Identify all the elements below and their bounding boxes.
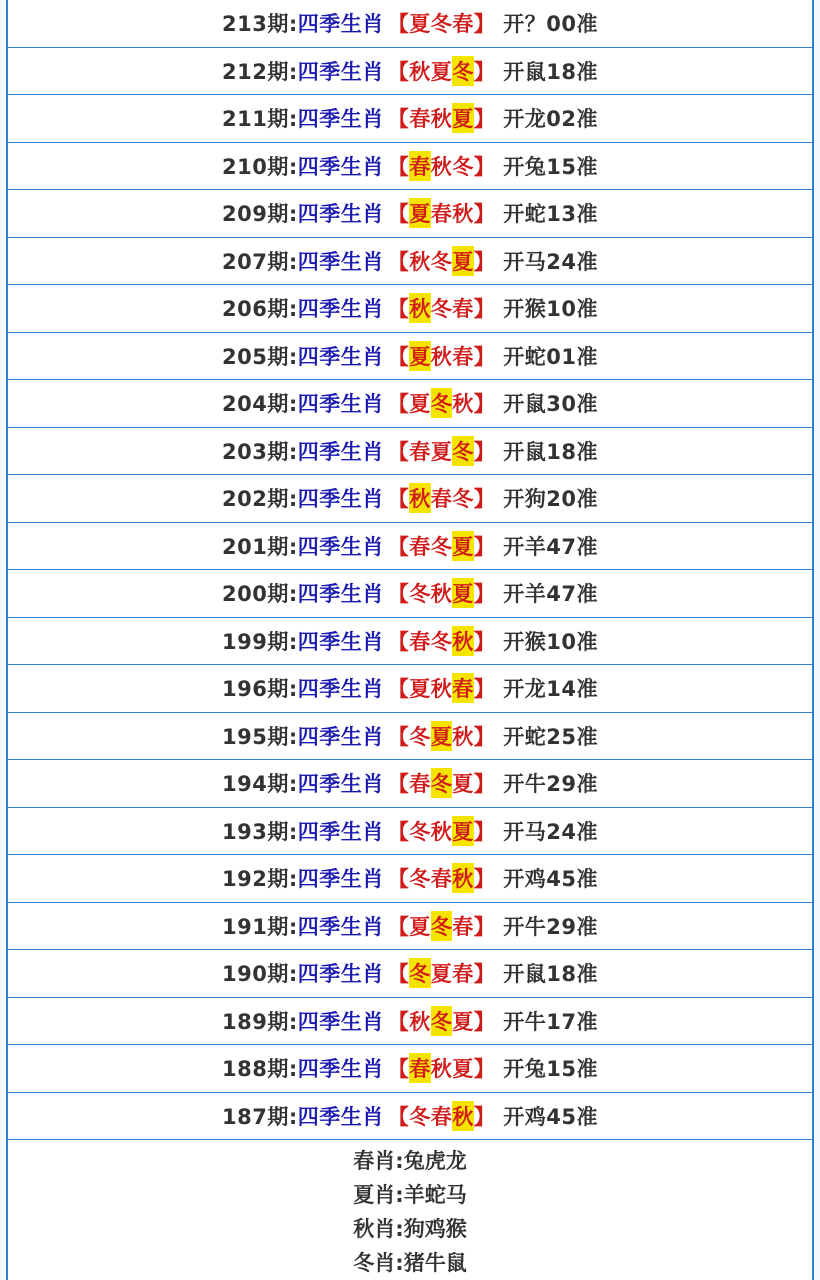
season-pick: 冬 — [430, 534, 453, 559]
legend-value: 羊蛇马 — [403, 1183, 467, 1207]
bracket-open: 【 — [387, 772, 410, 797]
bracket-close: 】 — [473, 677, 496, 702]
season-pick: 冬 — [430, 629, 453, 654]
season-pick: 秋 — [452, 392, 474, 417]
bracket-close: 】 — [473, 1009, 496, 1034]
prediction-row — [8, 380, 812, 428]
bracket-open: 【 — [387, 1104, 410, 1129]
season-pick-hit: 秋 — [409, 483, 431, 513]
issue-number: 207期: — [222, 249, 298, 274]
season-pick-hit: 夏 — [452, 578, 474, 608]
bracket-open: 【 — [387, 344, 410, 369]
prediction-label: 四季生肖 — [297, 12, 384, 37]
season-pick: 秋 — [409, 1009, 431, 1034]
season-pick-hit: 夏 — [452, 531, 474, 561]
bracket-open: 【 — [387, 12, 410, 37]
prediction-row — [8, 48, 812, 96]
bracket-open: 【 — [387, 154, 410, 179]
prediction-row — [8, 855, 812, 903]
bracket-close: 】 — [473, 59, 496, 84]
legend-line — [8, 1178, 812, 1212]
season-pick: 夏 — [409, 677, 431, 702]
season-pick: 夏 — [452, 1057, 474, 1082]
issue-number: 189期: — [222, 1009, 298, 1034]
bracket-open: 【 — [387, 297, 410, 322]
draw-result: 开鸡45准 — [503, 1104, 598, 1129]
prediction-label: 四季生肖 — [297, 154, 384, 179]
prediction-row — [8, 333, 812, 381]
legend-label: 夏肖: — [353, 1183, 404, 1207]
draw-result: 开鼠18准 — [503, 439, 598, 464]
bracket-open: 【 — [387, 392, 410, 417]
prediction-label: 四季生肖 — [297, 1009, 384, 1034]
bracket-close: 】 — [473, 487, 496, 512]
bracket-open: 【 — [387, 439, 410, 464]
draw-result: 开兔15准 — [503, 1057, 598, 1082]
draw-result: 开牛29准 — [503, 914, 598, 939]
prediction-label: 四季生肖 — [297, 677, 384, 702]
prediction-row — [8, 950, 812, 998]
issue-number: 200期: — [222, 582, 298, 607]
prediction-label: 四季生肖 — [297, 202, 384, 227]
season-pick-hit: 春 — [452, 673, 474, 703]
season-pick-hit: 冬 — [431, 768, 453, 798]
season-pick: 春 — [452, 297, 474, 322]
draw-result: 开兔15准 — [503, 154, 598, 179]
bracket-close: 】 — [473, 12, 496, 37]
season-pick-hit: 夏 — [452, 103, 474, 133]
season-pick: 春 — [430, 202, 453, 227]
season-pick: 春 — [452, 914, 474, 939]
bracket-open: 【 — [387, 1057, 410, 1082]
prediction-row — [8, 665, 812, 713]
season-pick: 夏 — [430, 59, 453, 84]
bracket-close: 】 — [473, 772, 496, 797]
prediction-row — [8, 760, 812, 808]
season-pick: 冬 — [430, 249, 453, 274]
bracket-close: 】 — [473, 344, 496, 369]
legend-value: 狗鸡猴 — [403, 1217, 467, 1241]
season-pick: 春 — [452, 12, 474, 37]
issue-number: 210期: — [222, 154, 298, 179]
legend-label: 春肖: — [353, 1149, 404, 1173]
legend-line — [8, 1144, 812, 1178]
prediction-label: 四季生肖 — [297, 867, 384, 892]
bracket-close: 】 — [473, 962, 496, 987]
issue-number: 204期: — [222, 392, 298, 417]
season-pick: 夏 — [409, 392, 431, 417]
prediction-row — [8, 428, 812, 476]
bracket-close: 】 — [473, 582, 496, 607]
issue-number: 203期: — [222, 439, 298, 464]
issue-number: 202期: — [222, 487, 298, 512]
prediction-row — [8, 1093, 812, 1141]
draw-result: 开？00准 — [503, 12, 598, 37]
issue-number: 196期: — [222, 677, 298, 702]
issue-number: 194期: — [222, 772, 298, 797]
prediction-label: 四季生肖 — [297, 249, 384, 274]
content-frame — [6, 0, 814, 1280]
prediction-row — [8, 808, 812, 856]
prediction-label: 四季生肖 — [297, 962, 384, 987]
draw-result: 开鼠18准 — [503, 962, 598, 987]
issue-number: 206期: — [222, 297, 298, 322]
season-pick-hit: 夏 — [452, 816, 474, 846]
prediction-row — [8, 285, 812, 333]
season-pick: 冬 — [409, 582, 431, 607]
season-pick-hit: 秋 — [452, 863, 474, 893]
bracket-close: 】 — [473, 107, 496, 132]
season-pick-hit: 冬 — [452, 436, 474, 466]
season-pick-hit: 冬 — [431, 1006, 453, 1036]
season-pick: 夏 — [430, 962, 453, 987]
draw-result: 开龙14准 — [503, 677, 598, 702]
bracket-close: 】 — [473, 202, 496, 227]
bracket-close: 】 — [473, 439, 496, 464]
season-pick: 夏 — [452, 1009, 474, 1034]
bracket-close: 】 — [473, 1104, 496, 1129]
bracket-close: 】 — [473, 724, 496, 749]
season-pick: 冬 — [430, 12, 453, 37]
legend-value: 兔虎龙 — [403, 1149, 467, 1173]
season-pick: 春 — [409, 534, 431, 559]
bracket-open: 【 — [387, 677, 410, 702]
legend-label: 秋肖: — [353, 1217, 404, 1241]
prediction-row — [8, 1045, 812, 1093]
season-pick: 秋 — [430, 1057, 453, 1082]
bracket-close: 】 — [473, 867, 496, 892]
season-pick: 秋 — [409, 59, 431, 84]
season-pick: 秋 — [430, 819, 453, 844]
season-legend — [8, 1140, 812, 1280]
season-pick: 冬 — [452, 154, 474, 179]
issue-number: 192期: — [222, 867, 298, 892]
bracket-open: 【 — [387, 202, 410, 227]
season-pick: 春 — [409, 107, 431, 132]
draw-result: 开蛇25准 — [503, 724, 598, 749]
draw-result: 开鼠30准 — [503, 392, 598, 417]
bracket-close: 】 — [473, 819, 496, 844]
draw-result: 开马24准 — [503, 819, 598, 844]
prediction-row — [8, 190, 812, 238]
prediction-row — [8, 95, 812, 143]
draw-result: 开牛29准 — [503, 772, 598, 797]
issue-number: 213期: — [222, 12, 298, 37]
season-pick: 秋 — [452, 724, 474, 749]
legend-line — [8, 1246, 812, 1280]
prediction-label: 四季生肖 — [297, 107, 384, 132]
prediction-label: 四季生肖 — [297, 1057, 384, 1082]
issue-number: 205期: — [222, 344, 298, 369]
season-pick-hit: 冬 — [409, 958, 431, 988]
draw-result: 开鼠18准 — [503, 59, 598, 84]
draw-result: 开龙02准 — [503, 107, 598, 132]
season-pick: 秋 — [430, 154, 453, 179]
season-pick: 春 — [409, 439, 431, 464]
season-pick-hit: 夏 — [409, 341, 431, 371]
bracket-close: 】 — [473, 629, 496, 654]
bracket-open: 【 — [387, 819, 410, 844]
season-pick: 春 — [430, 1104, 453, 1129]
issue-number: 193期: — [222, 819, 298, 844]
season-pick: 冬 — [452, 487, 474, 512]
season-pick: 春 — [430, 487, 453, 512]
bracket-close: 】 — [473, 297, 496, 322]
prediction-label: 四季生肖 — [297, 344, 384, 369]
bracket-open: 【 — [387, 867, 410, 892]
prediction-label: 四季生肖 — [297, 629, 384, 654]
bracket-close: 】 — [473, 392, 496, 417]
legend-label: 冬肖: — [353, 1251, 404, 1275]
prediction-label: 四季生肖 — [297, 772, 384, 797]
bracket-open: 【 — [387, 629, 410, 654]
bracket-open: 【 — [387, 962, 410, 987]
prediction-label: 四季生肖 — [297, 1104, 384, 1129]
prediction-label: 四季生肖 — [297, 297, 384, 322]
season-pick: 冬 — [430, 297, 453, 322]
issue-number: 191期: — [222, 914, 298, 939]
season-pick: 春 — [430, 867, 453, 892]
draw-result: 开蛇01准 — [503, 344, 598, 369]
prediction-label: 四季生肖 — [297, 724, 384, 749]
issue-number: 212期: — [222, 59, 298, 84]
season-pick-hit: 夏 — [452, 246, 474, 276]
season-pick: 冬 — [409, 867, 431, 892]
bracket-open: 【 — [387, 1009, 410, 1034]
draw-result: 开猴10准 — [503, 297, 598, 322]
prediction-row — [8, 143, 812, 191]
draw-result: 开羊47准 — [503, 534, 598, 559]
draw-result: 开羊47准 — [503, 582, 598, 607]
issue-number: 187期: — [222, 1104, 298, 1129]
season-pick: 秋 — [430, 582, 453, 607]
season-pick-hit: 夏 — [409, 198, 431, 228]
draw-result: 开蛇13准 — [503, 202, 598, 227]
bracket-open: 【 — [387, 724, 410, 749]
legend-line — [8, 1212, 812, 1246]
season-pick: 春 — [452, 344, 474, 369]
season-pick: 秋 — [452, 202, 474, 227]
prediction-label: 四季生肖 — [297, 59, 384, 84]
prediction-row — [8, 570, 812, 618]
season-pick: 春 — [409, 629, 431, 654]
season-pick: 夏 — [452, 772, 474, 797]
bracket-close: 】 — [473, 1057, 496, 1082]
season-pick-hit: 秋 — [452, 626, 474, 656]
bracket-close: 】 — [473, 249, 496, 274]
prediction-row — [8, 475, 812, 523]
draw-result: 开狗20准 — [503, 487, 598, 512]
season-pick: 秋 — [430, 107, 453, 132]
draw-result: 开鸡45准 — [503, 867, 598, 892]
season-pick-hit: 夏 — [431, 721, 453, 751]
season-pick-hit: 春 — [409, 1053, 431, 1083]
season-pick-hit: 秋 — [452, 1101, 474, 1131]
prediction-row — [8, 0, 812, 48]
draw-result: 开马24准 — [503, 249, 598, 274]
season-pick: 秋 — [430, 344, 453, 369]
bracket-open: 【 — [387, 249, 410, 274]
season-pick: 冬 — [409, 724, 431, 749]
bracket-close: 】 — [473, 534, 496, 559]
issue-number: 209期: — [222, 202, 298, 227]
prediction-label: 四季生肖 — [297, 439, 384, 464]
prediction-label: 四季生肖 — [297, 582, 384, 607]
season-pick: 冬 — [409, 819, 431, 844]
season-pick: 春 — [452, 962, 474, 987]
season-pick: 冬 — [409, 1104, 431, 1129]
issue-number: 188期: — [222, 1057, 298, 1082]
bracket-open: 【 — [387, 534, 410, 559]
season-pick: 夏 — [430, 439, 453, 464]
season-pick: 秋 — [430, 677, 453, 702]
season-pick-hit: 秋 — [409, 293, 431, 323]
season-pick: 春 — [409, 772, 431, 797]
bracket-open: 【 — [387, 107, 410, 132]
bracket-open: 【 — [387, 582, 410, 607]
season-pick-hit: 冬 — [452, 56, 474, 86]
season-pick-hit: 春 — [409, 151, 431, 181]
prediction-row — [8, 713, 812, 761]
bracket-close: 】 — [473, 154, 496, 179]
bracket-open: 【 — [387, 487, 410, 512]
issue-number: 211期: — [222, 107, 298, 132]
prediction-label: 四季生肖 — [297, 487, 384, 512]
prediction-row — [8, 903, 812, 951]
draw-result: 开牛17准 — [503, 1009, 598, 1034]
season-pick-hit: 冬 — [431, 911, 453, 941]
issue-number: 199期: — [222, 629, 298, 654]
prediction-label: 四季生肖 — [297, 819, 384, 844]
prediction-list — [8, 0, 812, 1140]
prediction-row — [8, 238, 812, 286]
prediction-row — [8, 523, 812, 571]
legend-value: 猪牛鼠 — [403, 1251, 467, 1275]
bracket-close: 】 — [473, 914, 496, 939]
prediction-label: 四季生肖 — [297, 392, 384, 417]
prediction-row — [8, 618, 812, 666]
prediction-label: 四季生肖 — [297, 534, 384, 559]
season-pick: 夏 — [409, 914, 431, 939]
season-pick: 秋 — [409, 249, 431, 274]
bracket-open: 【 — [387, 914, 410, 939]
issue-number: 201期: — [222, 534, 298, 559]
bracket-open: 【 — [387, 59, 410, 84]
draw-result: 开猴10准 — [503, 629, 598, 654]
season-pick: 夏 — [409, 12, 431, 37]
season-pick-hit: 冬 — [431, 388, 453, 418]
issue-number: 195期: — [222, 724, 298, 749]
prediction-label: 四季生肖 — [297, 914, 384, 939]
prediction-row — [8, 998, 812, 1046]
issue-number: 190期: — [222, 962, 298, 987]
